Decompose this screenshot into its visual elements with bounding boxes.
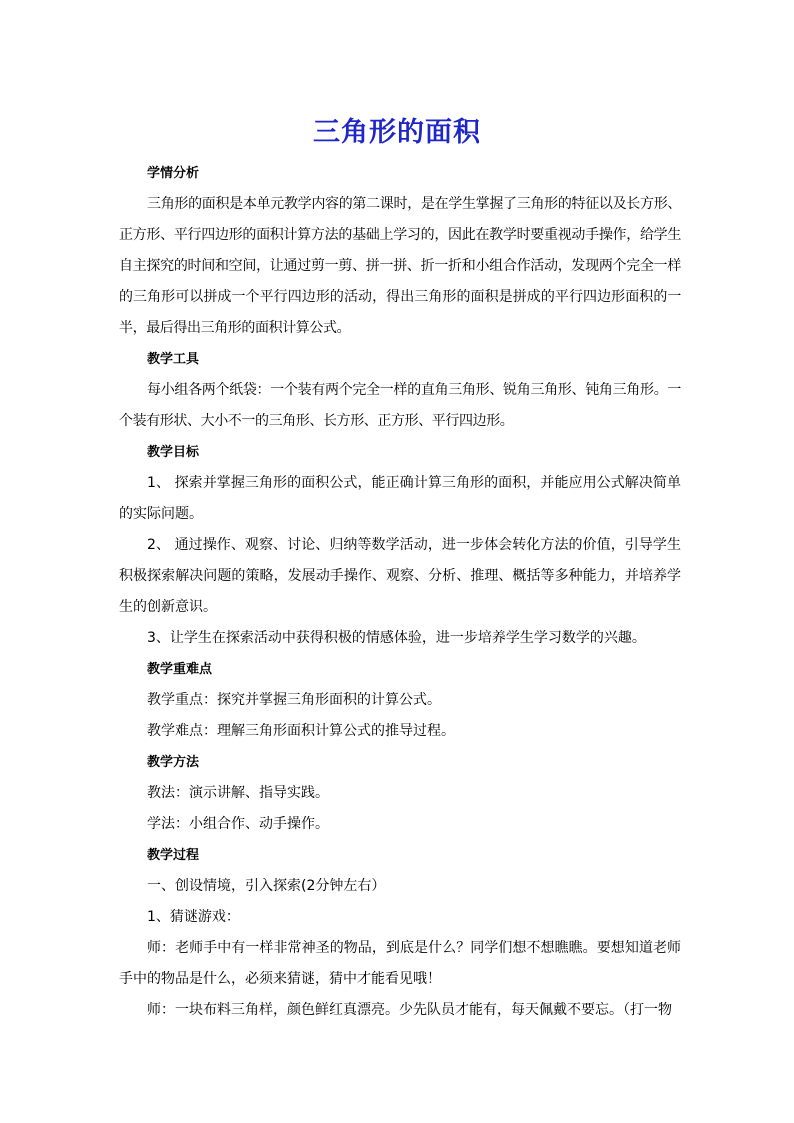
- process-sub-1: 1、猜谜游戏：: [147, 909, 240, 925]
- goal-item-2: 2、 通过操作、观察、讨论、归纳等数学活动，进一步体会转化方法的价值，引导学生积极探索解决问题的策略，发展动手操作、观察、分析、推理、概括等多种能力，并培养学生的创新意识。: [119, 537, 681, 615]
- section-heading-goals: 教学目标: [147, 445, 200, 460]
- goal-item-1: 1、 探索并掌握三角形的面积公式，能正确计算三角形的面积，并能应用公式解决简单的实际问题。: [119, 475, 681, 522]
- process-step-1: 一、创设情境，引入探索(2分钟左右）: [147, 878, 386, 894]
- document-body: [119, 158, 681, 1026]
- section-heading-analysis: 学情分析: [147, 166, 200, 181]
- key-point-text: 教学重点：探究并掌握三角形面积的计算公式。: [147, 692, 441, 708]
- process-line-1: 师：老师手中有一样非常神圣的物品，到底是什么？同学们想不想瞧瞧。要想知道老师手中的物品是什么，必须来猜谜，猜中才能看见哦！: [119, 940, 681, 987]
- document-title: 三角形的面积: [313, 117, 481, 148]
- teaching-method-text: 教法：演示讲解、指导实践。: [147, 785, 329, 801]
- section-heading-process: 教学过程: [147, 848, 200, 863]
- section-heading-tools: 教学工具: [147, 352, 200, 367]
- goal-item-3: 3、让学生在探索活动中获得积极的情感体验，进一步培养学生学习数学的兴趣。: [147, 630, 646, 646]
- learning-method-text: 学法：小组合作、动手操作。: [147, 816, 329, 832]
- process-line-2: 师：一块布料三角样，颜色鲜红真漂亮。少先队员才能有，每天佩戴不要忘。（打一物: [147, 1002, 672, 1018]
- difficult-point-text: 教学难点：理解三角形面积计算公式的推导过程。: [147, 723, 455, 739]
- analysis-paragraph: 三角形的面积是本单元教学内容的第二课时，是在学生掌握了三角形的特征以及长方形、正方形、平行四边形的面积计算方法的基础上学习的，因此在教学时要重视动手操作，给学生自主探究的时间和空间，让通过剪一剪、拼一拼、折一折和小组合作活动，发现两个完全一样的三角形可以拼成一个平行四边形的活动，得出三角形的面积是拼成的平行四边形面积的一半，最后得出三角形的面积计算公式。: [119, 196, 681, 336]
- tools-paragraph: 每小组各两个纸袋：一个装有两个完全一样的直角三角形、锐角三角形、钝角三角形。一个装有形状、大小不一的三角形、长方形、正方形、平行四边形。: [119, 382, 681, 429]
- section-heading-methods: 教学方法: [147, 755, 200, 770]
- section-heading-key-points: 教学重难点: [147, 662, 213, 677]
